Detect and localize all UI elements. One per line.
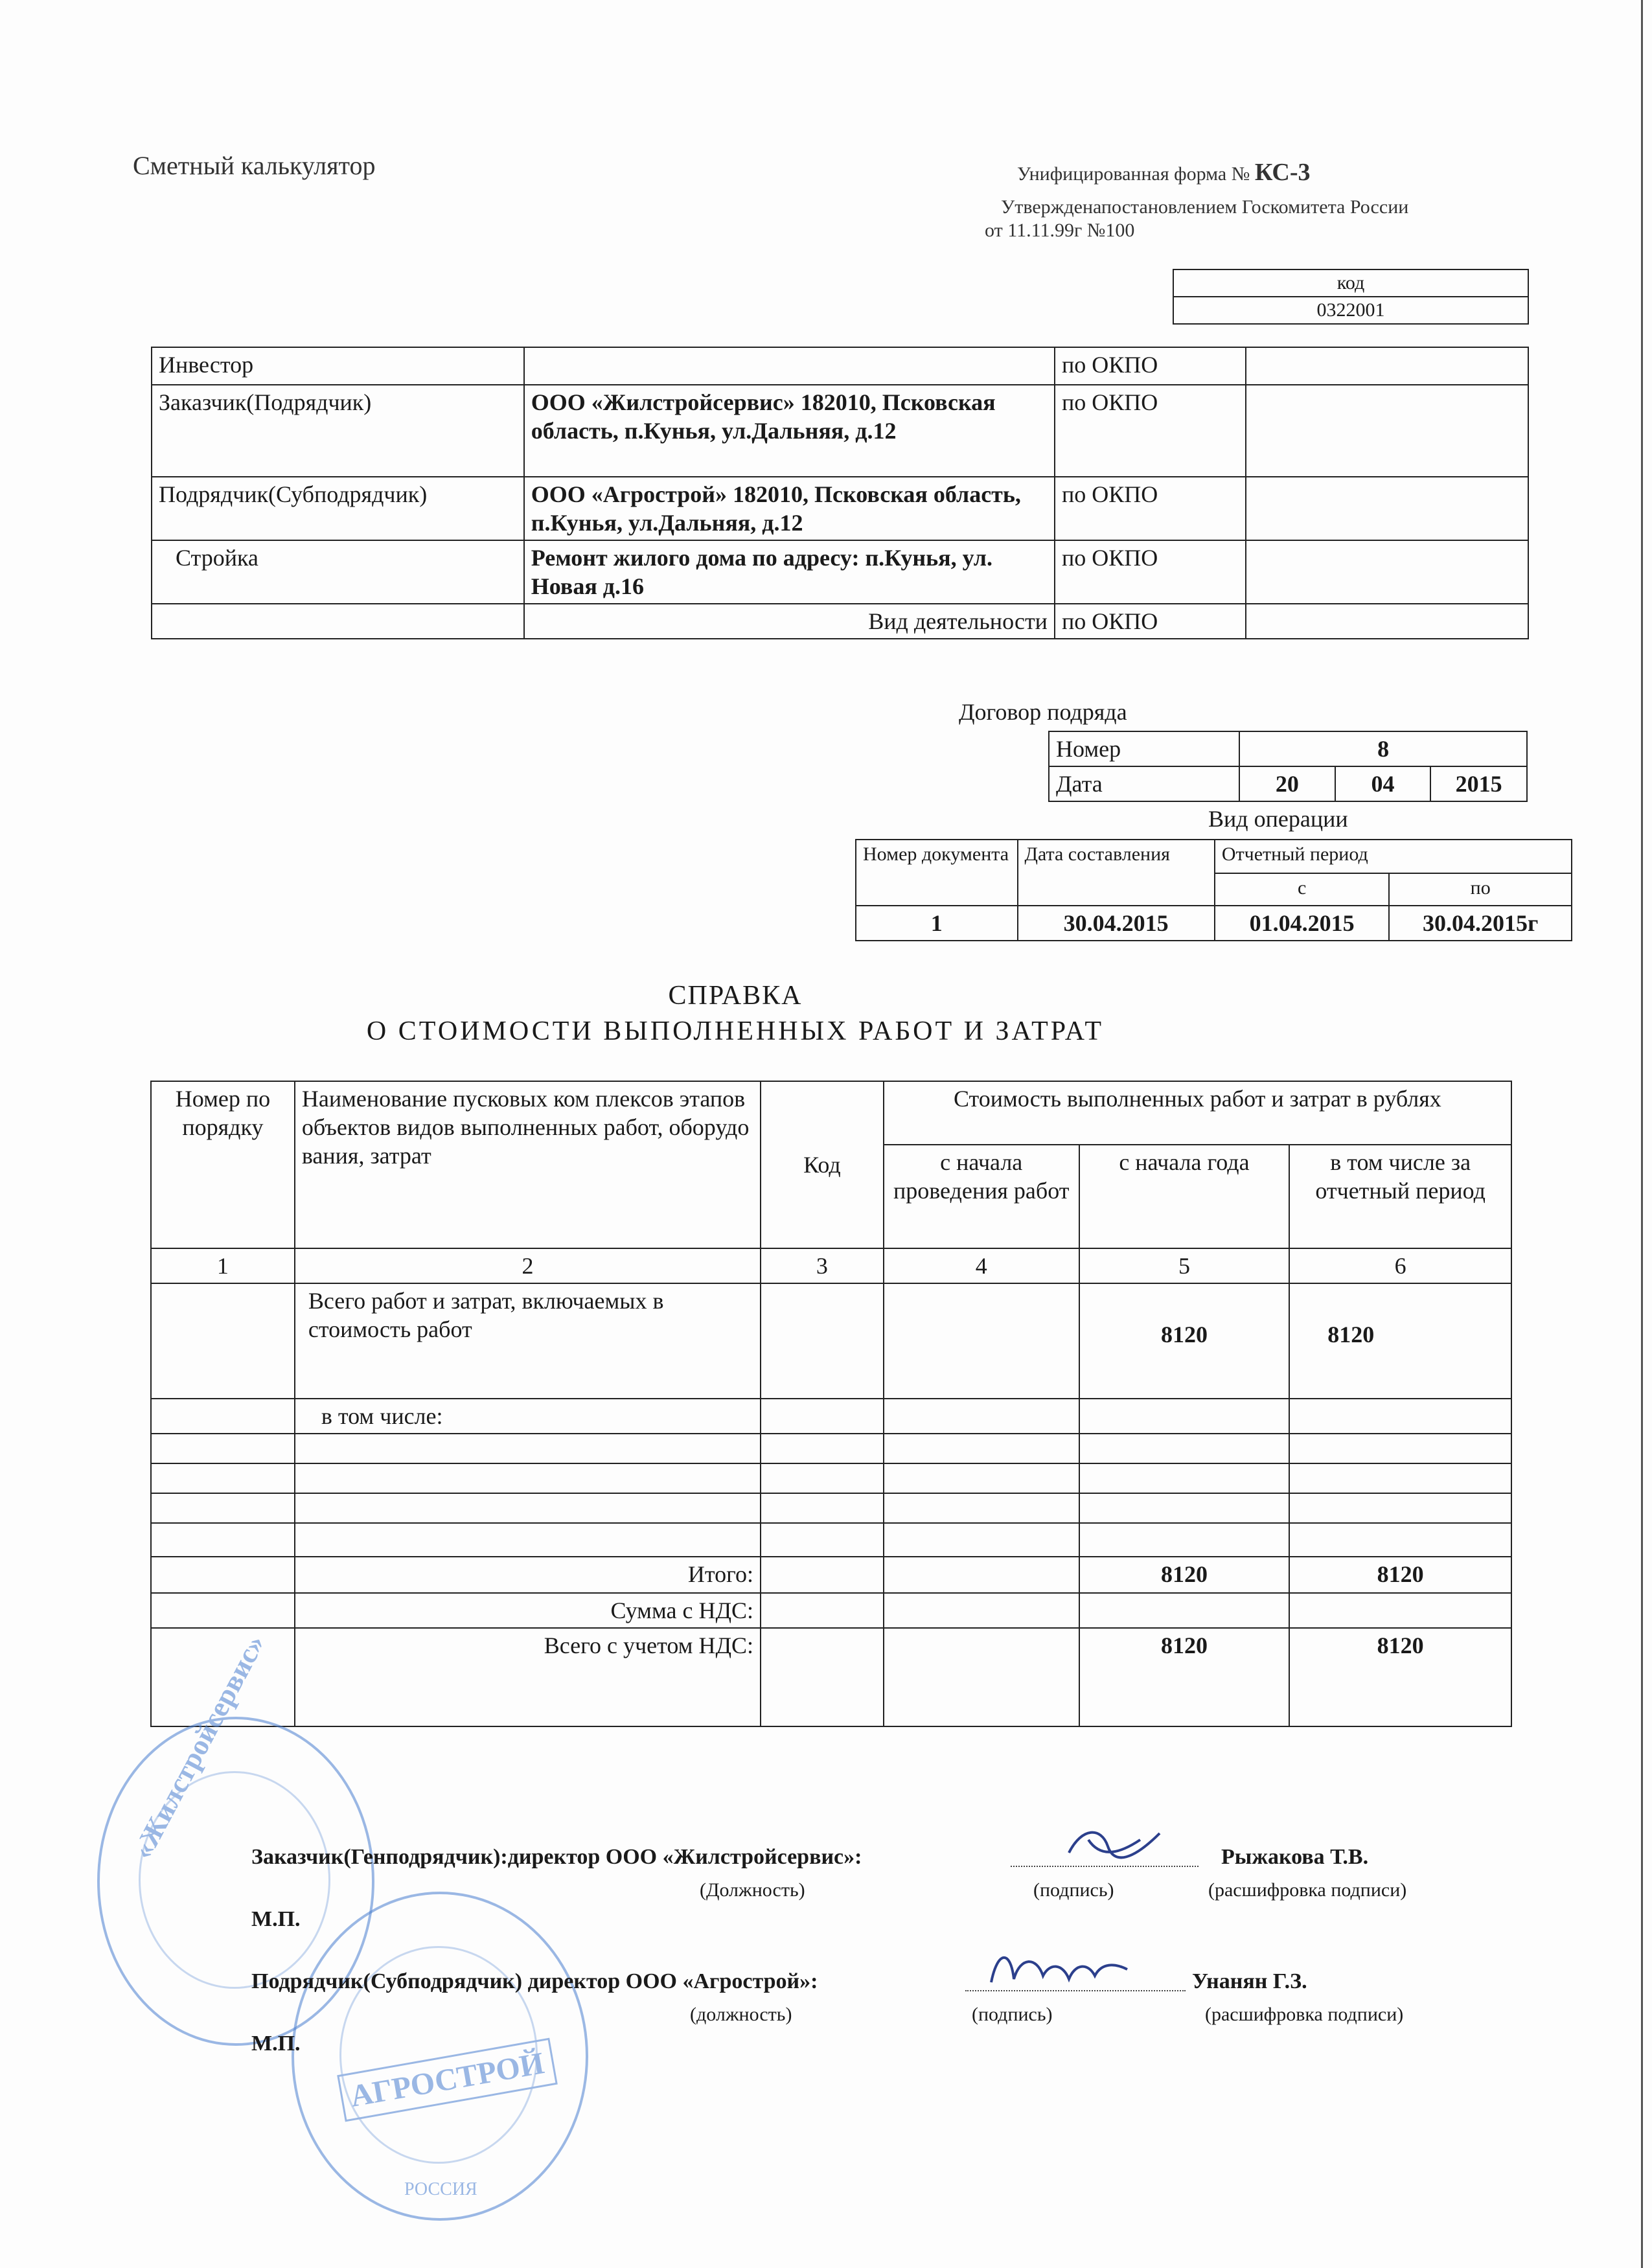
contractor-sign-label: (подпись) [972, 2004, 1053, 2025]
stamp-text: АГРОСТРОЙ [337, 2038, 557, 2122]
party-label: Инвестор [152, 347, 524, 385]
form-code: КС-3 [1254, 159, 1311, 186]
col-num: 1 [151, 1248, 295, 1283]
party-value [524, 347, 1055, 385]
doc-number: 1 [856, 906, 1018, 941]
stamp-country: РОССИЯ [404, 2179, 477, 2199]
stamp-agrostroy [292, 1892, 588, 2221]
customer-signature [1062, 1820, 1166, 1866]
contract-title: Договор подряда [959, 699, 1127, 725]
contract-month: 04 [1335, 766, 1431, 801]
party-value: ООО «Жилстройсервис» 182010, Псковская область, п.Кунья, ул.Дальняя, д.12 [524, 385, 1055, 477]
itogo-row [151, 1557, 1511, 1593]
contractor-line: Подрядчик(Субподрядчик) директор ООО «Агрострой»: [251, 1969, 818, 1993]
col-num: 5 [1079, 1248, 1290, 1283]
party-row-contractor [152, 477, 1528, 540]
contractor-name: Унанян Г.З. [1192, 1969, 1307, 1993]
activity-label: Вид деятельности [524, 604, 1055, 639]
form-label [1017, 161, 1311, 186]
contract-date-label: Дата [1049, 766, 1239, 801]
contractor-signature [985, 1943, 1134, 1995]
col-num: 4 [884, 1248, 1079, 1283]
party-value: Ремонт жилого дома по адресу: п.Кунья, ул. Новая д.16 [524, 540, 1055, 604]
party-row-activity [152, 604, 1528, 639]
scan-edge [1641, 0, 1643, 2268]
col-header-from-year: с начала года [1079, 1145, 1290, 1248]
customer-decode-label: (расшифровка подписи) [1208, 1879, 1407, 1901]
party-row-investor [152, 347, 1528, 385]
period-header: Отчетный период [1215, 840, 1572, 873]
party-row-site [152, 540, 1528, 604]
customer-line: Заказчик(Генподрядчик):директор ООО «Жилстройсервис»: [251, 1845, 862, 1869]
col-header-number: Номер по порядку [151, 1081, 295, 1248]
with-vat-period: 8120 [1289, 1628, 1511, 1726]
okpo-value [1246, 540, 1528, 604]
parties-table [151, 347, 1529, 639]
period-from-header: с [1215, 873, 1390, 906]
col-header-cost: Стоимость выполненных работ и затрат в рублях [884, 1081, 1511, 1145]
empty-row [151, 1493, 1511, 1523]
party-label: Стройка [152, 540, 524, 604]
stamp-text: «Жилстройсервис» [126, 1629, 271, 1864]
column-numbers-row [151, 1248, 1511, 1283]
okpo-value [1246, 385, 1528, 477]
party-row-customer [152, 385, 1528, 477]
period-to: 30.04.2015г [1389, 906, 1572, 941]
total-works-row [151, 1283, 1511, 1399]
contract-day: 20 [1239, 766, 1335, 801]
col-num: 6 [1289, 1248, 1511, 1283]
doc-date-header: Дата составления [1018, 840, 1215, 906]
with-vat-row [151, 1628, 1511, 1726]
okpo-value [1246, 347, 1528, 385]
main-table [150, 1081, 1512, 1727]
calc-title: Сметный калькулятор [133, 151, 376, 180]
empty-row [151, 1434, 1511, 1463]
party-label: Подрядчик(Субподрядчик) [152, 477, 524, 540]
including-label: в том числе: [295, 1399, 761, 1434]
contract-year: 2015 [1430, 766, 1527, 801]
doc-number-header: Номер документа [856, 840, 1018, 906]
col-header-from-start: с начала проведения работ [884, 1145, 1079, 1248]
total-works-period: 8120 [1289, 1283, 1511, 1399]
doc-title: СПРАВКА [668, 981, 803, 1011]
total-works-year: 8120 [1079, 1283, 1290, 1399]
vat-label: Сумма с НДС: [295, 1593, 761, 1628]
contract-number-label: Номер [1049, 731, 1239, 766]
party-label: Заказчик(Подрядчик) [152, 385, 524, 477]
doc-date: 30.04.2015 [1018, 906, 1215, 941]
customer-name: Рыжакова Т.В. [1221, 1845, 1369, 1869]
itogo-period: 8120 [1289, 1557, 1511, 1593]
customer-mp: М.П. [251, 1907, 301, 1931]
doc-subtitle: О СТОИМОСТИ ВЫПОЛНЕННЫХ РАБОТ И ЗАТРАТ [366, 1016, 1105, 1046]
col-num: 3 [761, 1248, 884, 1283]
with-vat-year: 8120 [1079, 1628, 1290, 1726]
code-label: код [1173, 269, 1528, 297]
okpo-value [1246, 604, 1528, 639]
period-to-header: по [1389, 873, 1572, 906]
okpo-label: по ОКПО [1055, 477, 1246, 540]
code-value: 0322001 [1173, 297, 1528, 324]
approved-line: Утвержденапостановлением Госкомитета России [1001, 196, 1409, 218]
customer-sign-label: (подпись) [1033, 1879, 1114, 1901]
total-works-label: Всего работ и затрат, включаемых в стоимость работ [295, 1283, 761, 1399]
contractor-position-label: (должность) [690, 2004, 792, 2025]
col-header-code: Код [761, 1081, 884, 1248]
party-label [152, 604, 524, 639]
period-from: 01.04.2015 [1215, 906, 1390, 941]
col-header-period: в том числе за отчетный период [1289, 1145, 1511, 1248]
party-value: ООО «Агрострой» 182010, Псковская область, п.Кунья, ул.Дальняя, д.12 [524, 477, 1055, 540]
contractor-decode-label: (расшифровка подписи) [1205, 2004, 1404, 2025]
contractor-mp: М.П. [251, 2032, 301, 2056]
itogo-label: Итого: [295, 1557, 761, 1593]
okpo-label: по ОКПО [1055, 347, 1246, 385]
contract-number: 8 [1239, 731, 1527, 766]
operation-type: Вид операции [1208, 806, 1348, 832]
empty-row [151, 1523, 1511, 1557]
vat-row [151, 1593, 1511, 1628]
itogo-year: 8120 [1079, 1557, 1290, 1593]
form-label-text: Унифицированная форма № [1017, 163, 1250, 185]
okpo-label: по ОКПО [1055, 604, 1246, 639]
approved-date: от 11.11.99г №100 [985, 220, 1135, 241]
code-box [1173, 269, 1529, 325]
including-row [151, 1399, 1511, 1434]
with-vat-label: Всего с учетом НДС: [295, 1628, 761, 1726]
empty-row [151, 1463, 1511, 1493]
okpo-label: по ОКПО [1055, 385, 1246, 477]
okpo-value [1246, 477, 1528, 540]
col-header-name: Наименование пусковых ком плексов этапов объектов видов выполненных работ, оборудо вания, затрат [295, 1081, 761, 1248]
okpo-label: по ОКПО [1055, 540, 1246, 604]
contract-table [1048, 731, 1528, 802]
doc-info-table [855, 839, 1572, 941]
customer-position-label: (Должность) [700, 1879, 805, 1901]
customer-signature-line [1011, 1866, 1199, 1867]
col-num: 2 [295, 1248, 761, 1283]
